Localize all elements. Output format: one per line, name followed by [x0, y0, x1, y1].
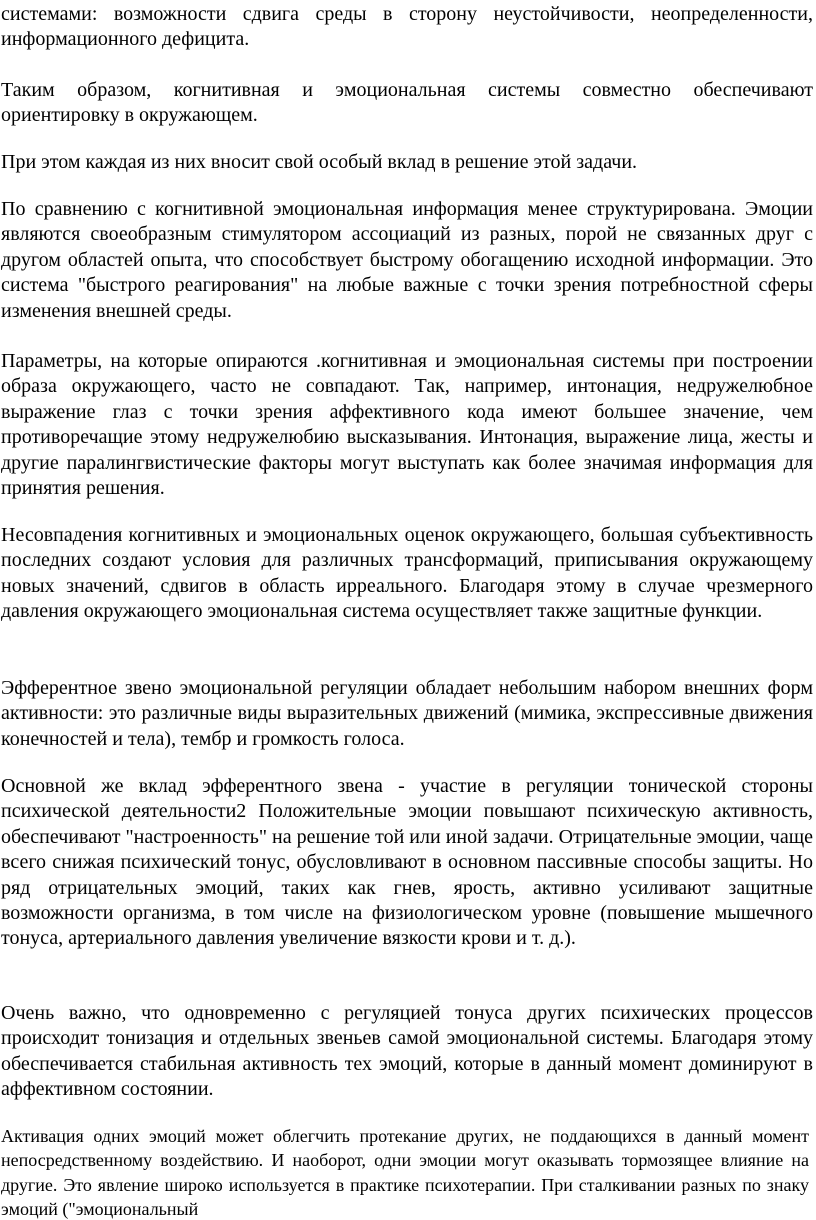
paragraph-10: Активация одних эмоций может облегчить протекание других, не поддающихся в данный момент непосредственному воздействию. И наоборот, одни эмоции могут оказывать тормозящее влияние на другие. Это явление широко используется в практике психотерапии. При сталкивании разных по знаку эмоций ("эмоциональный: [1, 1126, 809, 1220]
paragraph-6: Несовпадения когнитивных и эмоциональных оценок окружающего, большая субъективность последних создают условия для различных трансформаций, приписывания окружающему новых значений, сдвигов в область ирреального. Благодаря этому в случае чрезмерного давления окружающего эмоциональная система осуществляет также защитные функции.: [1, 524, 813, 623]
paragraph-4: По сравнению с когнитивной эмоциональная информация менее структурирована. Эмоции являются своеобразным стимулятором ассоциаций из разных, порой не связанных друг с другом областей опыта, что способствует быстрому обогащению исходной информации. Это система "быстрого реагирования" на любые важные с точки зрения потребностной сферы изменения внешней среды.: [1, 198, 813, 322]
paragraph-5: Параметры, на которые опираются .когнитивная и эмоциональная системы при построении образа окружающего, часто не совпадают. Так, например, интонация, недружелюбное выражение глаз с точки зрения аффективного кода имеют большее значение, чем противоречащие этому недружелюбию высказывания. Интонация, выражение лица, жесты и другие паралингвистические факторы могут выступать как более значимая информация для принятия решения.: [1, 350, 813, 500]
paragraph-1: системами: возможности сдвига среды в сторону неустойчивости, неопределенности, информационного дефицита.: [1, 3, 813, 51]
paragraph-3: При этом каждая из них вносит свой особый вклад в решение этой задачи.: [1, 151, 638, 173]
paragraph-2: Таким образом, когнитивная и эмоциональная системы совместно обеспечивают ориентировку в окружающем.: [1, 79, 813, 127]
paragraph-7: Эфферентное звено эмоциональной регуляции обладает небольшим набором внешних форм активности: это различные виды выразительных движений (мимика, экспрессивные движения конечностей и тела), тембр и громкость голоса.: [1, 677, 813, 750]
paragraph-9: Очень важно, что одновременно с регуляцией тонуса других психических процессов происходит тонизация и отдельных звеньев самой эмоциональной системы. Благодаря этому обеспечивается стабильная активность тех эмоций, которые в данный момент доминируют в аффективном состоянии.: [1, 1002, 813, 1101]
paragraph-8: Основной же вклад эфферентного звена - участие в регуляции тонической стороны психической деятельности2 Положительные эмоции повышают психическую активность, обеспечивают "настроенность" на решение той или иной задачи. Отрицательные эмоции, чаще всего снижая психический тонус, обусловливают в основном пассивные способы защиты. Но ряд отрицательных эмоций, таких как гнев, ярость, активно усиливают защитные возможности организма, в том числе на физиологическом уровне (повышение мышечного тонуса, артериального давления увеличение вязкости крови и т. д.).: [1, 775, 813, 950]
